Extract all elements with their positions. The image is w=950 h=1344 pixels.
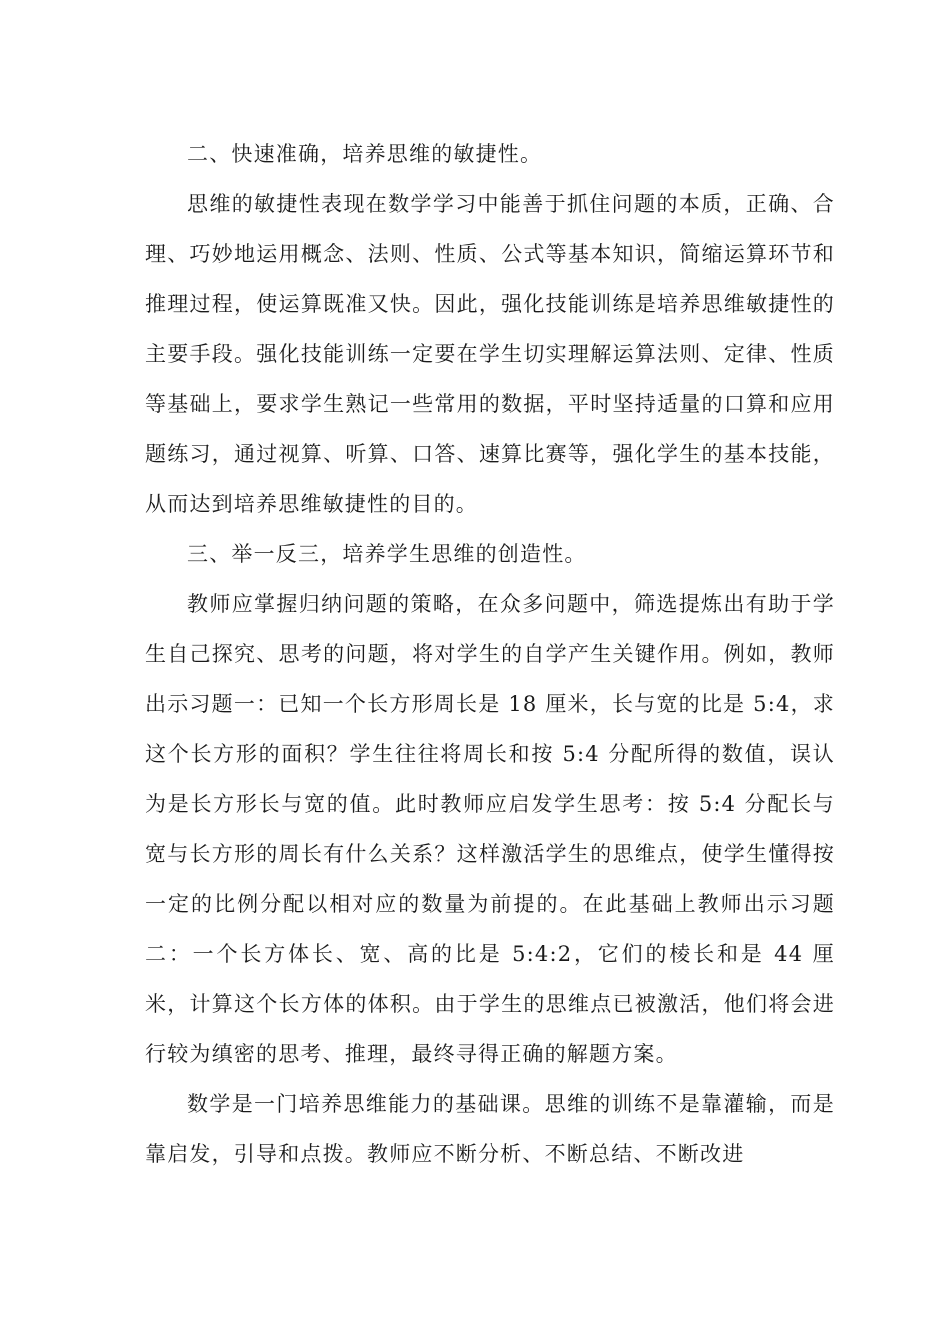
section-heading-2: 二、快速准确，培养思维的敏捷性。 <box>187 142 543 166</box>
document-body <box>145 129 835 1179</box>
paragraph-conclusion: 数学是一门培养思维能力的基础课。思维的训练不是靠灌输，而是靠启发，引导和点拨。教师应不断分析、不断总结、不断改进 <box>145 1092 835 1166</box>
paragraph-agility: 思维的敏捷性表现在数学学习中能善于抓住问题的本质，正确、合理、巧妙地运用概念、法则、性质、公式等基本知识，简缩运算环节和推理过程，使运算既准又快。因此，强化技能训练是培养思维敏捷性的主要手段。强化技能训练一定要在学生切实理解运算法则、定律、性质等基础上，要求学生熟记一些常用的数据，平时坚持适量的口算和应用题练习，通过视算、听算、口答、速算比赛等，强化学生的基本技能，从而达到培养思维敏捷性的目的。 <box>145 192 835 516</box>
paragraph-creativity: 教师应掌握归纳问题的策略，在众多问题中，筛选提炼出有助于学生自己探究、思考的问题，将对学生的自学产生关键作用。例如，教师出示习题一：已知一个长方形周长是 18 厘米，长与宽的比是 5:4，求这个长方形的面积？学生往往将周长和按 5:4 分配所得的数值，误认为是长方形长与宽的值。此时教师应启发学生思考：按 5:4 分配长与宽与长方形的周长有什么关系？这样激活学生的思维点，使学生懂得按一定的比例分配以相对应的数量为前提的。在此基础上教师出示习题二：一个长方体长、宽、高的比是 5:4:2，它们的棱长和是 44 厘米，计算这个长方体的体积。由于学生的思维点已被激活，他们将会进行较为缜密的思考、推理，最终寻得正确的解题方案。 <box>145 592 835 1066</box>
section-heading-3: 三、举一反三，培养学生思维的创造性。 <box>187 542 587 566</box>
